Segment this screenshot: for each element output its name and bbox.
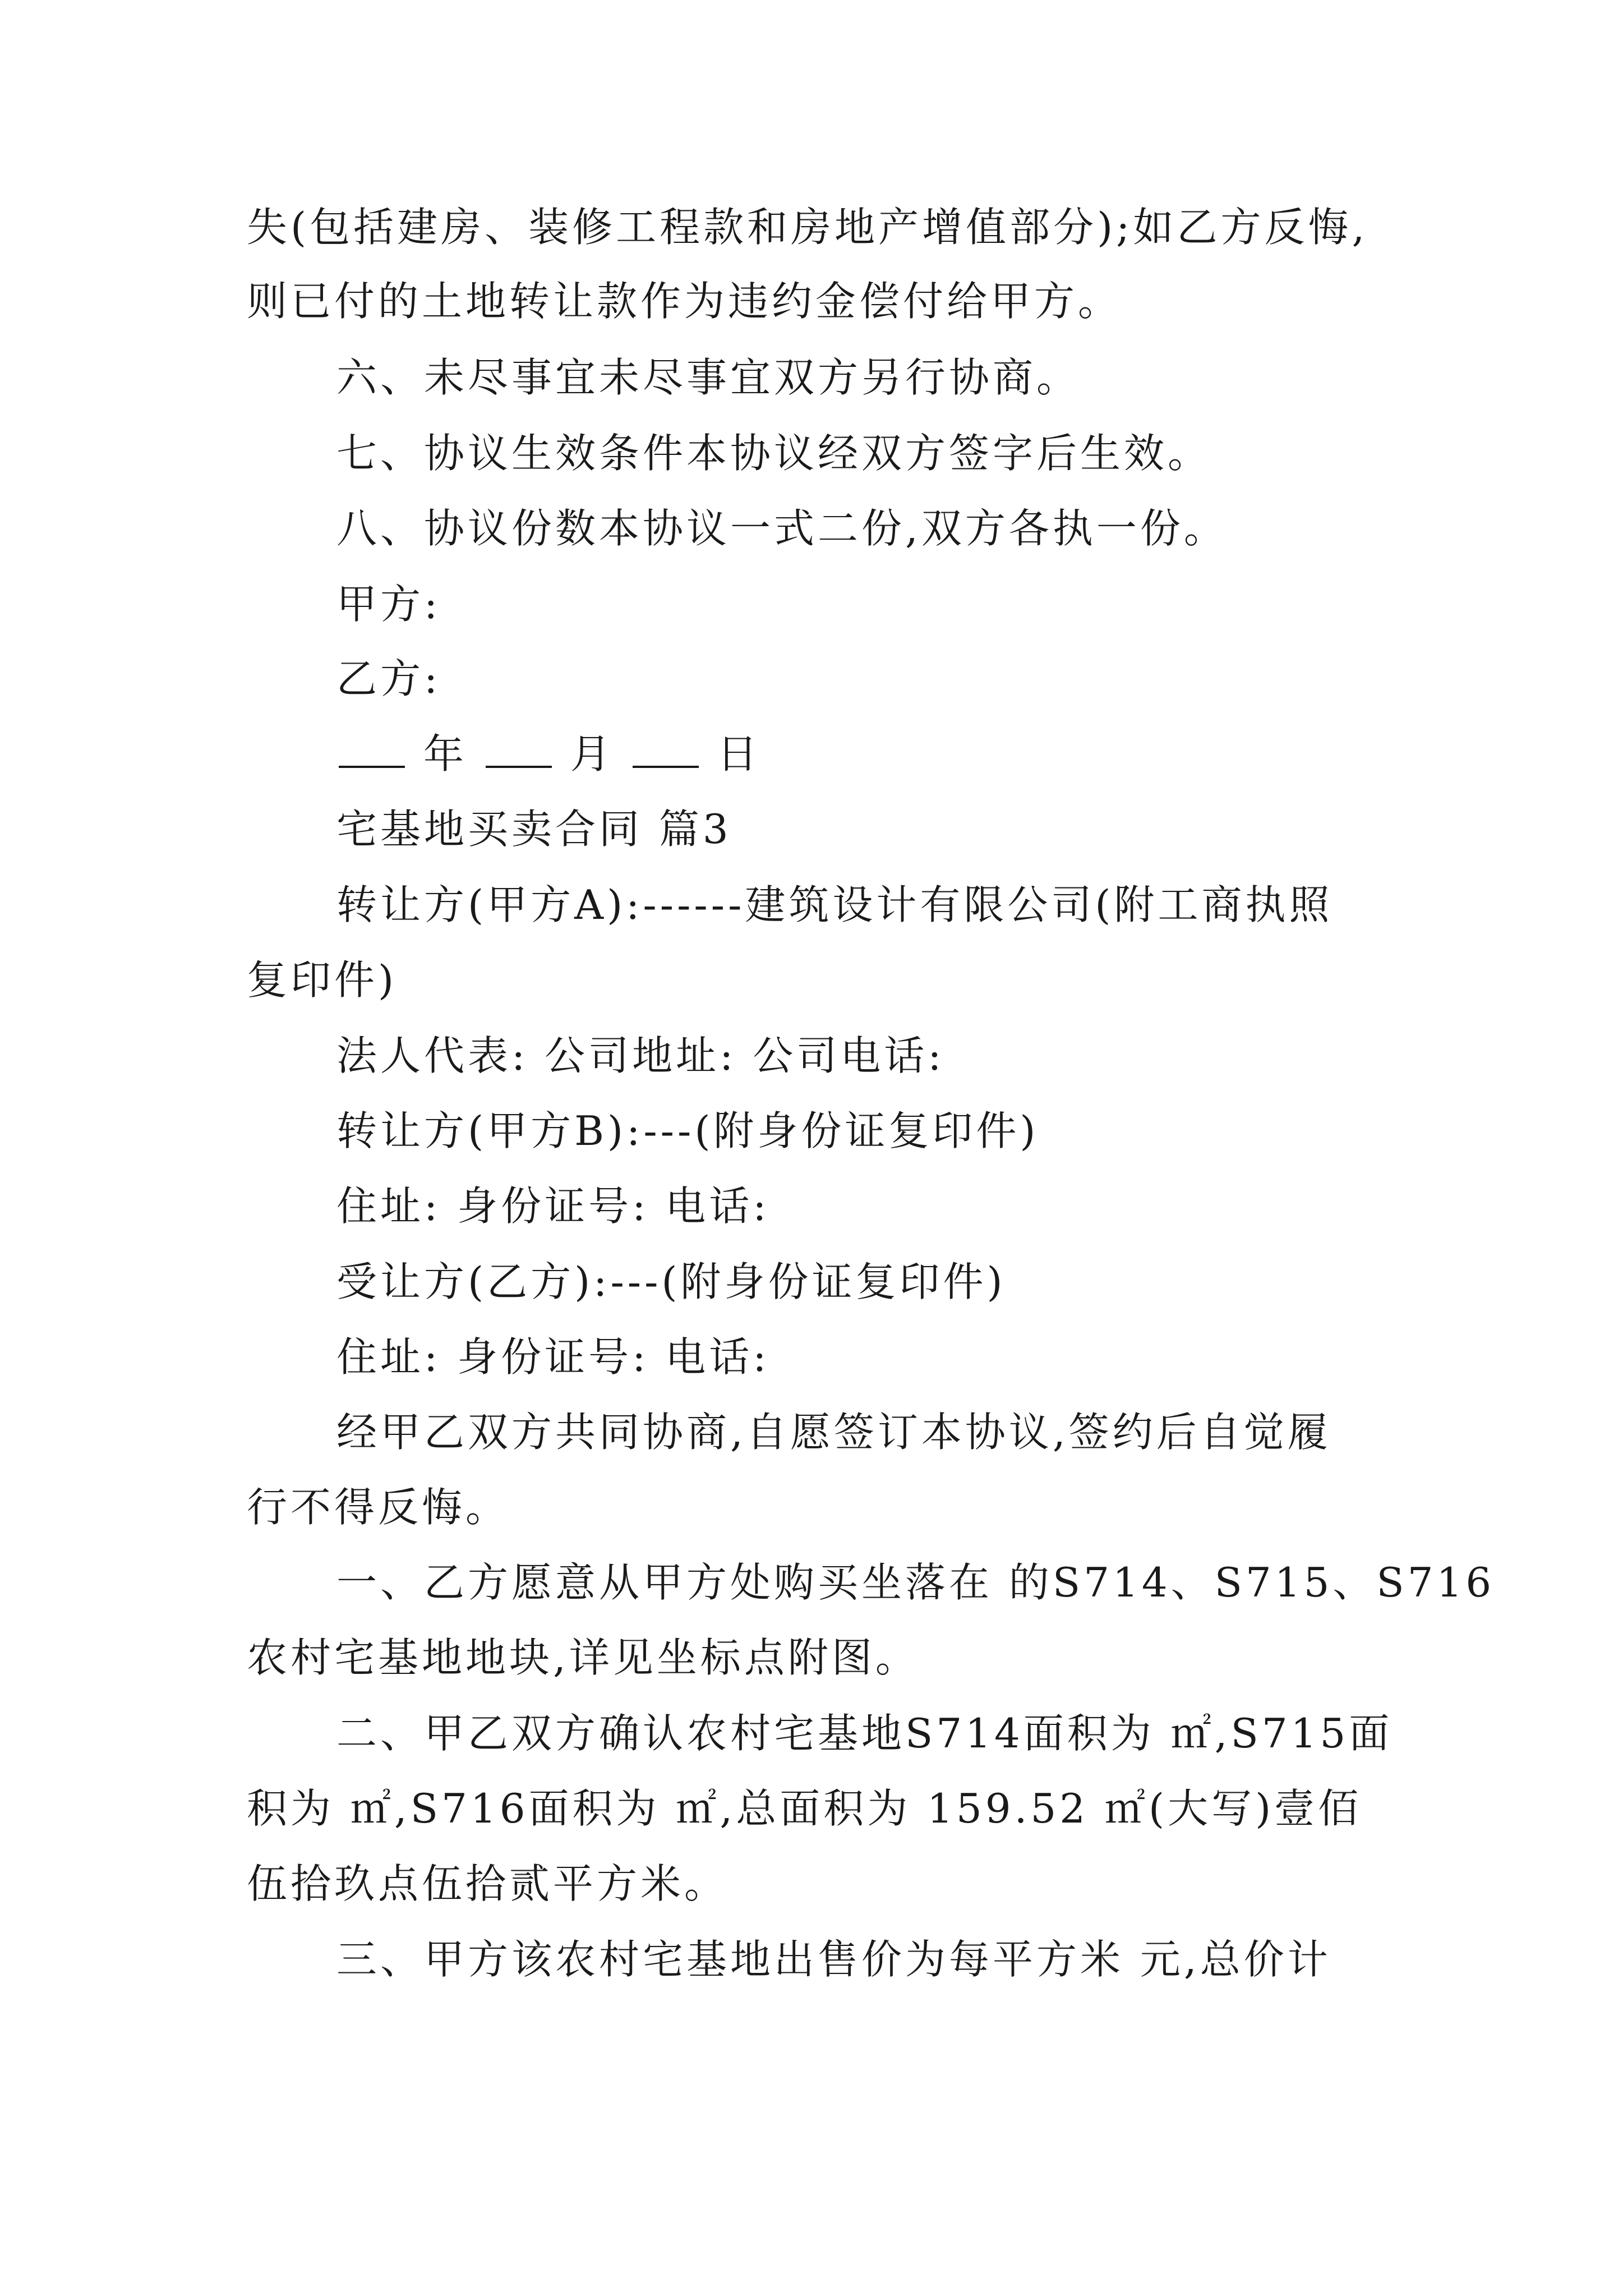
year-label: 年	[423, 730, 467, 777]
day-label: 日	[717, 730, 761, 777]
month-blank	[486, 763, 552, 768]
text-line: 住址: 身份证号: 电话:	[336, 1333, 770, 1381]
signature-party-a-label: 甲方:	[336, 581, 441, 628]
section-heading: 宅基地买卖合同 篇3	[336, 806, 732, 853]
text-line: 行不得反悔。	[247, 1484, 510, 1531]
text-line: 一、乙方愿意从甲方处购买坐落在 的S714、S715、S716	[336, 1559, 1495, 1606]
text-line: 转让方(甲方B):---(附身份证复印件)	[336, 1107, 1039, 1154]
text-line: 二、甲乙双方确认农村宅基地S714面积为 ㎡,S715面	[336, 1710, 1393, 1757]
text-line: 失(包括建房、装修工程款和房地产增值部分);如乙方反悔,	[247, 204, 1368, 251]
text-line: 六、未尽事宜未尽事宜双方另行协商。	[336, 354, 1081, 401]
text-line: 三、甲方该农村宅基地出售价为每平方米 元,总价计	[336, 1936, 1331, 1983]
text-line: 农村宅基地地块,详见坐标点附图。	[247, 1634, 919, 1681]
text-line: 积为 ㎡,S716面积为 ㎡,总面积为 159.52 ㎡(大写)壹佰	[247, 1785, 1362, 1832]
text-line: 住址: 身份证号: 电话:	[336, 1182, 770, 1230]
text-line: 伍拾玖点伍拾贰平方米。	[247, 1860, 728, 1907]
day-blank	[633, 763, 699, 768]
text-line: 复印件)	[247, 956, 398, 1004]
text-line: 经甲乙双方共同协商,自愿签订本协议,签约后自觉履	[336, 1409, 1331, 1456]
signature-party-b-label: 乙方:	[336, 655, 441, 702]
year-blank	[339, 763, 405, 768]
text-line: 法人代表: 公司地址: 公司电话:	[336, 1032, 945, 1079]
text-line: 八、协议份数本协议一式二份,双方各执一份。	[336, 505, 1228, 552]
text-line: 则已付的土地转让款作为违约金偿付给甲方。	[247, 278, 1122, 325]
text-line: 受让方(乙方):---(附身份证复印件)	[336, 1258, 1006, 1305]
text-line: 七、协议生效条件本协议经双方签字后生效。	[336, 430, 1212, 477]
date-line	[336, 726, 761, 782]
month-label: 月	[570, 730, 614, 777]
text-line: 转让方(甲方A):------建筑设计有限公司(附工商执照	[336, 881, 1333, 928]
